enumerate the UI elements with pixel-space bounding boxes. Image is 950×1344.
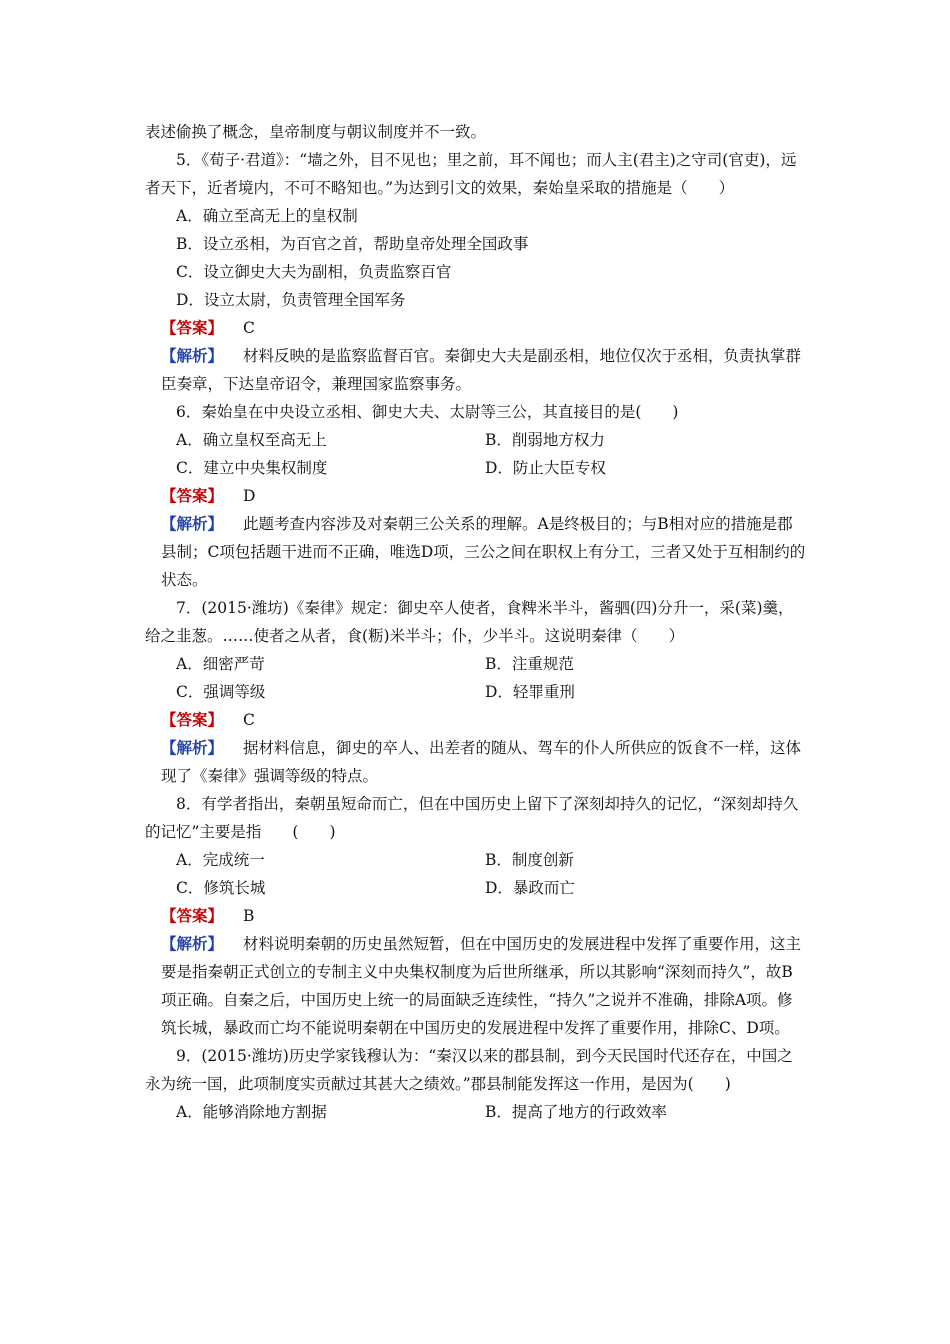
analysis-7: [145, 734, 807, 790]
option-5d: D．设立太尉，负责管理全国军务: [176, 291, 406, 309]
options-row: [145, 426, 807, 454]
option-5c: C．设立御史大夫为副相，负责监察百官: [176, 263, 452, 281]
document-body: [145, 118, 807, 1126]
options-row: [145, 650, 807, 678]
answer-8: [145, 902, 807, 930]
answer-value: C: [243, 319, 255, 337]
option-9b: B．提高了地方的行政效率: [485, 1103, 667, 1121]
option-7b: B．注重规范: [485, 655, 574, 673]
analysis-text: 材料说明秦朝的历史虽然短暂，但在中国历史的发展进程中发挥了重要作用，这主要是指秦朝正式创立的专制主义中央集权制度为后世所继承，所以其影响“深刻而持久”，故B项正确。自秦之后，中国历史上统一的局面缺乏连续性，“持久”之说并不准确，排除A项。修筑长城，暴政而亡均不能说明秦朝在中国历史的发展进程中发挥了重要作用，排除C、D项。: [161, 935, 802, 1037]
analysis-tag: 【解析】: [161, 738, 224, 757]
option-6a: A．确立皇权至高无上: [176, 431, 327, 449]
option-7d: D．轻罪重刑: [485, 683, 575, 701]
analysis-text: 据材料信息，御史的卒人、出差者的随从、驾车的仆人所供应的饭食不一样，这体现了《秦律》强调等级的特点。: [161, 739, 802, 785]
option-6b: B．削弱地方权力: [485, 431, 605, 449]
analysis-tag: 【解析】: [161, 934, 224, 953]
option-6d: D．防止大臣专权: [485, 459, 606, 477]
question-6: 6．秦始皇在中央设立丞相、御史大夫、太尉等三公，其直接目的是( ): [176, 403, 679, 421]
option-5b: B．设立丞相，为百官之首，帮助皇帝处理全国政事: [176, 235, 529, 253]
option-8c: C．修筑长城: [176, 879, 266, 897]
analysis-text: 此题考查内容涉及对秦朝三公关系的理解。A是终极目的；与B相对应的措施是郡县制；C项包括题干进而不正确，唯选D项，三公之间在职权上有分工，三者又处于互相制约的状态。: [161, 515, 806, 589]
option-5a: A．确立至高无上的皇权制: [176, 207, 358, 225]
option-9a: A．能够消除地方割据: [176, 1103, 327, 1121]
analysis-8: [145, 930, 807, 1042]
option-8d: D．暴政而亡: [485, 879, 575, 897]
answer-5: [145, 314, 807, 342]
analysis-tag: 【解析】: [161, 514, 224, 533]
options-row: [145, 678, 807, 706]
option-7a: A．细密严苛: [176, 655, 265, 673]
answer-7: [145, 706, 807, 734]
answer-value: D: [243, 487, 256, 505]
option-7c: C．强调等级: [176, 683, 266, 701]
answer-tag: 【答案】: [161, 318, 224, 337]
question-9: 9．(2015·潍坊)历史学家钱穆认为：“秦汉以来的郡县制，到今天民国时代还存在，中国之永为统一国，此项制度实贡献过其甚大之绩效。”郡县制能发挥这一作用，是因为( ): [145, 1047, 793, 1093]
answer-tag: 【答案】: [161, 906, 224, 925]
analysis-text: 材料反映的是监察监督百官。秦御史大夫是副丞相，地位仅次于丞相，负责执掌群臣奏章，下达皇帝诏令，兼理国家监察事务。: [161, 347, 802, 393]
option-6c: C．建立中央集权制度: [176, 459, 328, 477]
options-row: [145, 874, 807, 902]
question-8: 8．有学者指出，秦朝虽短命而亡，但在中国历史上留下了深刻却持久的记忆，“深刻却持久的记忆”主要是指 ( ): [145, 795, 799, 841]
paragraph: 表述偷换了概念，皇帝制度与朝议制度并不一致。: [145, 123, 487, 141]
options-row: [145, 1098, 807, 1126]
answer-value: B: [243, 907, 255, 925]
options-row: [145, 454, 807, 482]
analysis-5: [145, 342, 807, 398]
answer-value: C: [243, 711, 255, 729]
answer-tag: 【答案】: [161, 710, 224, 729]
answer-tag: 【答案】: [161, 486, 224, 505]
question-5: 5．《荀子·君道》：“墙之外，目不见也；里之前，耳不闻也；而人主(君主)之守司(官吏)，远者天下，近者境内，不可不略知也。”为达到引文的效果，秦始皇采取的措施是（ ）: [145, 151, 797, 197]
options-row: [145, 846, 807, 874]
analysis-6: [145, 510, 807, 594]
option-8b: B．制度创新: [485, 851, 574, 869]
option-8a: A．完成统一: [176, 851, 265, 869]
question-7: 7．(2015·潍坊)《秦律》规定：御史卒人使者，食粺米半斗，酱驷(四)分升一，采(菜)羹，给之韭葱。……使者之从者，食(粝)米半斗；仆，少半斗。这说明秦律（ ）: [145, 599, 794, 645]
answer-6: [145, 482, 807, 510]
analysis-tag: 【解析】: [161, 346, 224, 365]
